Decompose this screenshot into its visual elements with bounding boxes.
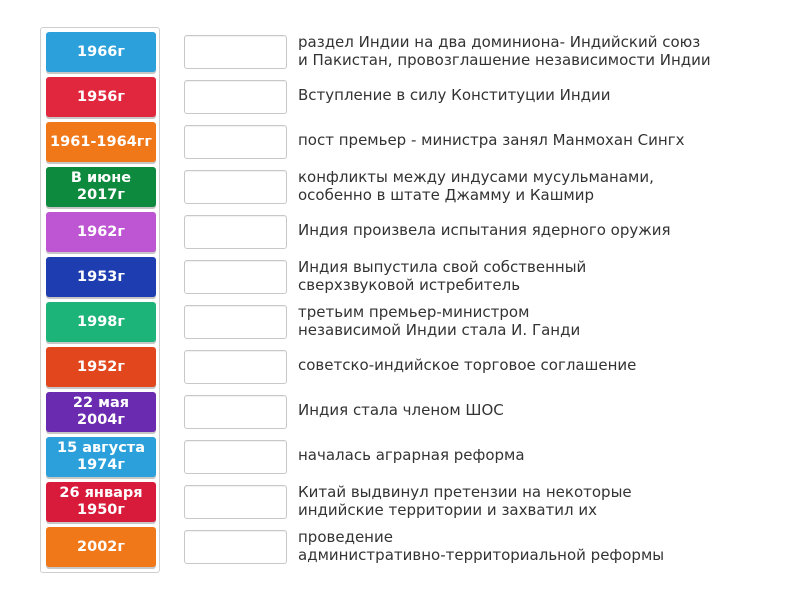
date-tile[interactable] xyxy=(46,482,156,522)
event-description: проведение административно-территориальной реформы xyxy=(298,528,665,564)
event-description: Индия выпустила свой собственный сверхзвуковой истребитель xyxy=(298,258,587,294)
date-tile-label: 1962г xyxy=(77,223,125,240)
drop-slot[interactable] xyxy=(184,170,287,204)
date-tile-label: 26 января 1950г xyxy=(59,485,143,518)
event-description: раздел Индии на два доминиона- Индийский союз и Пакистан, провозглашение независимости Индии xyxy=(298,33,711,69)
drop-slot[interactable] xyxy=(184,80,287,114)
date-tile-label: 1998г xyxy=(77,313,125,330)
drop-slot[interactable] xyxy=(184,35,287,69)
date-tile-label: 1953г xyxy=(77,268,125,285)
date-tile-label: 22 мая 2004г xyxy=(72,395,130,428)
date-tile[interactable] xyxy=(46,32,156,72)
date-tile[interactable] xyxy=(46,347,156,387)
drop-slot[interactable] xyxy=(184,350,287,384)
drop-slot[interactable] xyxy=(184,260,287,294)
drop-slot[interactable] xyxy=(184,395,287,429)
date-tile[interactable] xyxy=(46,212,156,252)
date-tile[interactable] xyxy=(46,302,156,342)
date-tile-label: 1956г xyxy=(77,88,125,105)
drop-slot[interactable] xyxy=(184,215,287,249)
drop-slot[interactable] xyxy=(184,530,287,564)
event-description: пост премьер - министра занял Манмохан Сингх xyxy=(298,131,685,149)
date-tile-label: 15 августа 1974г xyxy=(57,440,145,473)
date-tile[interactable] xyxy=(46,77,156,117)
drop-slot[interactable] xyxy=(184,125,287,159)
date-tile-label: 1961-1964гг xyxy=(50,133,152,150)
event-description: советско-индийское торговое соглашение xyxy=(298,356,637,374)
event-description: третьим премьер-министром независимой Индии стала И. Ганди xyxy=(298,303,581,339)
date-tile-label: 2002г xyxy=(77,538,125,555)
event-description: Вступление в силу Конституции Индии xyxy=(298,86,611,104)
date-tile-label: 1966г xyxy=(77,43,125,60)
drop-slot[interactable] xyxy=(184,485,287,519)
date-tile[interactable] xyxy=(46,527,156,567)
date-tile[interactable] xyxy=(46,167,156,207)
event-description: Китай выдвинул претензии на некоторые индийские территории и захватил их xyxy=(298,483,632,519)
event-description: конфликты между индусами мусульманами, особенно в штате Джамму и Кашмир xyxy=(298,168,654,204)
event-description: Индия произвела испытания ядерного оружия xyxy=(298,221,671,239)
event-description: Индия стала членом ШОС xyxy=(298,401,504,419)
drop-slot[interactable] xyxy=(184,305,287,339)
event-description: началась аграрная реформа xyxy=(298,446,525,464)
date-tile[interactable] xyxy=(46,257,156,297)
date-tile[interactable] xyxy=(46,392,156,432)
date-tile[interactable] xyxy=(46,122,156,162)
drop-slot[interactable] xyxy=(184,440,287,474)
date-tile-label: В июне 2017г xyxy=(70,170,132,203)
date-tile[interactable] xyxy=(46,437,156,477)
date-tile-label: 1952г xyxy=(77,358,125,375)
